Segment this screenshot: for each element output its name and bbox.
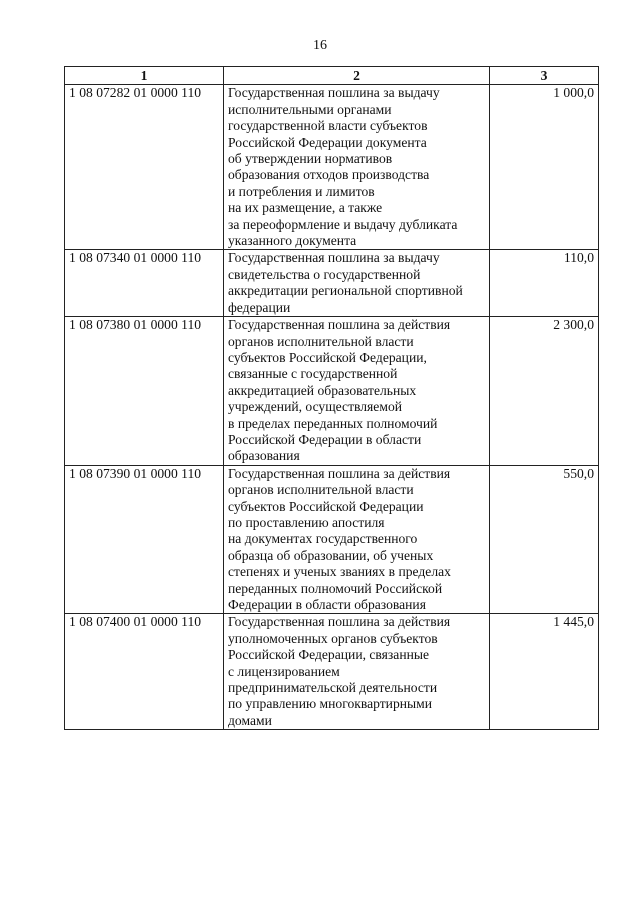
table-row <box>65 465 599 614</box>
row-code: 1 08 07282 01 0000 110 <box>65 85 224 250</box>
table-row <box>65 317 599 466</box>
column-header-description: 2 <box>224 67 490 85</box>
row-code: 1 08 07340 01 0000 110 <box>65 250 224 317</box>
column-header-amount: 3 <box>490 67 599 85</box>
row-description: Государственная пошлина за выдачу свидетельства о государственной аккредитации региональной спортивной федерации <box>224 250 490 317</box>
table-row <box>65 250 599 317</box>
row-amount: 550,0 <box>490 465 599 614</box>
row-amount: 110,0 <box>490 250 599 317</box>
row-description: Государственная пошлина за действия органов исполнительной власти субъектов Российской Федерации, связанные с государственной аккредитацией образовательных учреждений, осуществляемой в пределах переданных полномочий Российской Федерации в области образования <box>224 317 490 466</box>
row-description: Государственная пошлина за действия органов исполнительной власти субъектов Российской Федерации по проставлению апостиля на документах государственного образца об образовании, об ученых степенях и ученых званиях в пределах переданных полномочий Российской Федерации в области образования <box>224 465 490 614</box>
row-code: 1 08 07390 01 0000 110 <box>65 465 224 614</box>
table-header-row <box>65 67 599 85</box>
budget-revenue-table <box>64 66 599 730</box>
row-description: Государственная пошлина за выдачу исполнительными органами государственной власти субъектов Российской Федерации документа об утверждении нормативов образования отходов производства и потребления и лимитов на их размещение, а также за переоформление и выдачу дубликата указанного документа <box>224 85 490 250</box>
row-amount: 1 000,0 <box>490 85 599 250</box>
row-amount: 2 300,0 <box>490 317 599 466</box>
table-row <box>65 614 599 730</box>
table-row <box>65 85 599 250</box>
row-code: 1 08 07380 01 0000 110 <box>65 317 224 466</box>
page-number: 16 <box>313 38 327 53</box>
column-header-code: 1 <box>65 67 224 85</box>
row-code: 1 08 07400 01 0000 110 <box>65 614 224 730</box>
row-description: Государственная пошлина за действия уполномоченных органов субъектов Российской Федерации, связанные с лицензированием предпринимательской деятельности по управлению многоквартирными домами <box>224 614 490 730</box>
row-amount: 1 445,0 <box>490 614 599 730</box>
